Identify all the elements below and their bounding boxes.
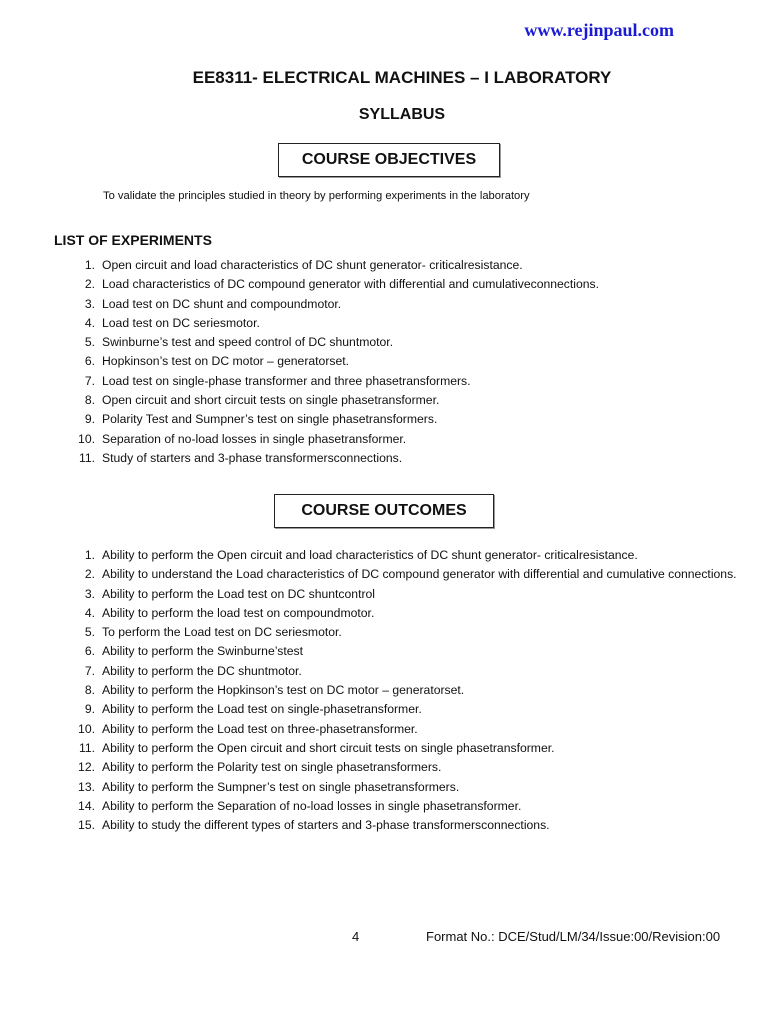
list-item-text: Ability to perform the Sumpner’s test on single phasetransformers. bbox=[102, 779, 460, 794]
document-title: EE8311- ELECTRICAL MACHINES – I LABORATORY bbox=[192, 68, 612, 87]
course-objectives-heading: COURSE OBJECTIVES bbox=[278, 143, 500, 177]
format-number: Format No.: DCE/Stud/LM/34/Issue:00/Revision:00 bbox=[426, 929, 721, 944]
list-item-text: Ability to understand the Load characteristics of DC compound generator with differential and cumulative connections. bbox=[102, 567, 737, 582]
list-item-number: 15. bbox=[78, 818, 95, 833]
list-item-text: Ability to perform the Hopkinson’s test on DC motor – generatorset. bbox=[102, 683, 465, 698]
list-item-text: Ability to perform the Load test on three-phasetransformer. bbox=[102, 721, 418, 736]
list-item-number: 7. bbox=[84, 663, 95, 678]
list-item-number: 3. bbox=[84, 586, 95, 601]
experiment-item bbox=[70, 295, 742, 314]
outcome-item bbox=[70, 681, 742, 700]
experiment-item bbox=[70, 314, 742, 333]
page-number: 4 bbox=[352, 929, 360, 944]
list-item-text: Open circuit and short circuit tests on single phasetransformer. bbox=[102, 393, 440, 408]
list-item-number: 12. bbox=[78, 760, 95, 775]
site-link[interactable]: www.rejinpaul.com bbox=[524, 20, 674, 40]
list-item-text: Load test on DC shunt and compoundmotor. bbox=[102, 296, 342, 311]
list-item-text: Load characteristics of DC compound generator with differential and cumulativeconnections. bbox=[102, 277, 600, 292]
outcomes-list bbox=[70, 546, 742, 835]
list-item-number: 10. bbox=[78, 721, 95, 736]
experiment-item bbox=[70, 391, 742, 410]
experiment-item bbox=[70, 275, 742, 294]
outcome-item bbox=[70, 662, 742, 681]
outcome-item bbox=[70, 546, 742, 565]
experiment-item bbox=[70, 256, 742, 275]
list-item-number: 5. bbox=[84, 625, 95, 640]
list-item-text: Load test on DC seriesmotor. bbox=[102, 315, 260, 330]
list-item-number: 3. bbox=[84, 296, 95, 311]
list-item-number: 14. bbox=[78, 798, 95, 813]
list-item-number: 11. bbox=[78, 450, 95, 465]
list-item-text: Ability to perform the load test on compoundmotor. bbox=[102, 605, 375, 620]
list-item-number: 4. bbox=[84, 315, 95, 330]
experiment-item bbox=[70, 333, 742, 352]
outcome-item bbox=[70, 778, 742, 797]
list-item-number: 5. bbox=[84, 335, 95, 350]
list-item-number: 8. bbox=[84, 683, 95, 698]
list-item-number: 2. bbox=[84, 567, 95, 582]
list-item-number: 4. bbox=[84, 605, 95, 620]
outcome-item bbox=[70, 816, 742, 835]
list-item-text: Ability to perform the DC shuntmotor. bbox=[102, 663, 302, 678]
course-objective-text: To validate the principles studied in theory by performing experiments in the laboratory bbox=[103, 190, 530, 202]
list-item-number: 10. bbox=[78, 431, 95, 446]
experiments-heading: LIST OF EXPERIMENTS bbox=[54, 232, 212, 248]
list-item-text: Hopkinson’s test on DC motor – generatorset. bbox=[102, 354, 350, 369]
list-item-number: 2. bbox=[84, 277, 95, 292]
list-item-number: 11. bbox=[78, 740, 95, 755]
list-item-number: 7. bbox=[84, 373, 95, 388]
list-item-text: Polarity Test and Sumpner’s test on single phasetransformers. bbox=[102, 412, 438, 427]
outcome-item bbox=[70, 720, 742, 739]
outcome-item bbox=[70, 604, 742, 623]
outcome-item bbox=[70, 585, 742, 604]
list-item-number: 8. bbox=[84, 393, 95, 408]
list-item-number: 9. bbox=[84, 412, 95, 427]
list-item-text: Swinburne’s test and speed control of DC shuntmotor. bbox=[102, 335, 394, 350]
outcome-item bbox=[70, 700, 742, 719]
outcome-item bbox=[70, 758, 742, 777]
list-item-number: 6. bbox=[84, 644, 95, 659]
experiment-item bbox=[70, 372, 742, 391]
list-item-text: Ability to perform the Separation of no-load losses in single phasetransformer. bbox=[102, 798, 522, 813]
outcome-item bbox=[70, 565, 742, 584]
list-item-text: Separation of no-load losses in single phasetransformer. bbox=[102, 431, 407, 446]
list-item-text: To perform the Load test on DC seriesmotor. bbox=[102, 625, 342, 640]
experiment-item bbox=[70, 430, 742, 449]
experiment-item bbox=[70, 352, 742, 371]
experiment-item bbox=[70, 449, 742, 468]
list-item-text: Ability to perform the Open circuit and load characteristics of DC shunt generator- criticalresistance. bbox=[102, 548, 638, 562]
list-item-text: Study of starters and 3-phase transformersconnections. bbox=[102, 450, 403, 465]
list-item-number: 1. bbox=[84, 258, 95, 272]
list-item-text: Ability to study the different types of starters and 3-phase transformersconnections. bbox=[102, 818, 550, 833]
list-item-number: 13. bbox=[78, 779, 95, 794]
list-item-text: Ability to perform the Swinburne’stest bbox=[102, 644, 303, 659]
outcome-item bbox=[70, 739, 742, 758]
document-subtitle: SYLLABUS bbox=[358, 106, 446, 123]
outcome-item bbox=[70, 797, 742, 816]
list-item-text: Ability to perform the Open circuit and short circuit tests on single phasetransformer. bbox=[102, 740, 555, 755]
list-item-number: 9. bbox=[84, 702, 95, 717]
outcome-item bbox=[70, 642, 742, 661]
list-item-number: 1. bbox=[84, 548, 95, 562]
course-outcomes-heading: COURSE OUTCOMES bbox=[274, 494, 494, 528]
list-item-text: Ability to perform the Load test on single-phasetransformer. bbox=[102, 702, 422, 717]
list-item-number: 6. bbox=[84, 354, 95, 369]
list-item-text: Ability to perform the Load test on DC shuntcontrol bbox=[102, 586, 376, 601]
experiments-list bbox=[70, 256, 742, 468]
list-item-text: Load test on single-phase transformer and three phasetransformers. bbox=[102, 373, 471, 388]
experiment-item bbox=[70, 410, 742, 429]
outcome-item bbox=[70, 623, 742, 642]
list-item-text: Open circuit and load characteristics of DC shunt generator- criticalresistance. bbox=[102, 258, 523, 272]
list-item-text: Ability to perform the Polarity test on single phasetransformers. bbox=[102, 760, 442, 775]
